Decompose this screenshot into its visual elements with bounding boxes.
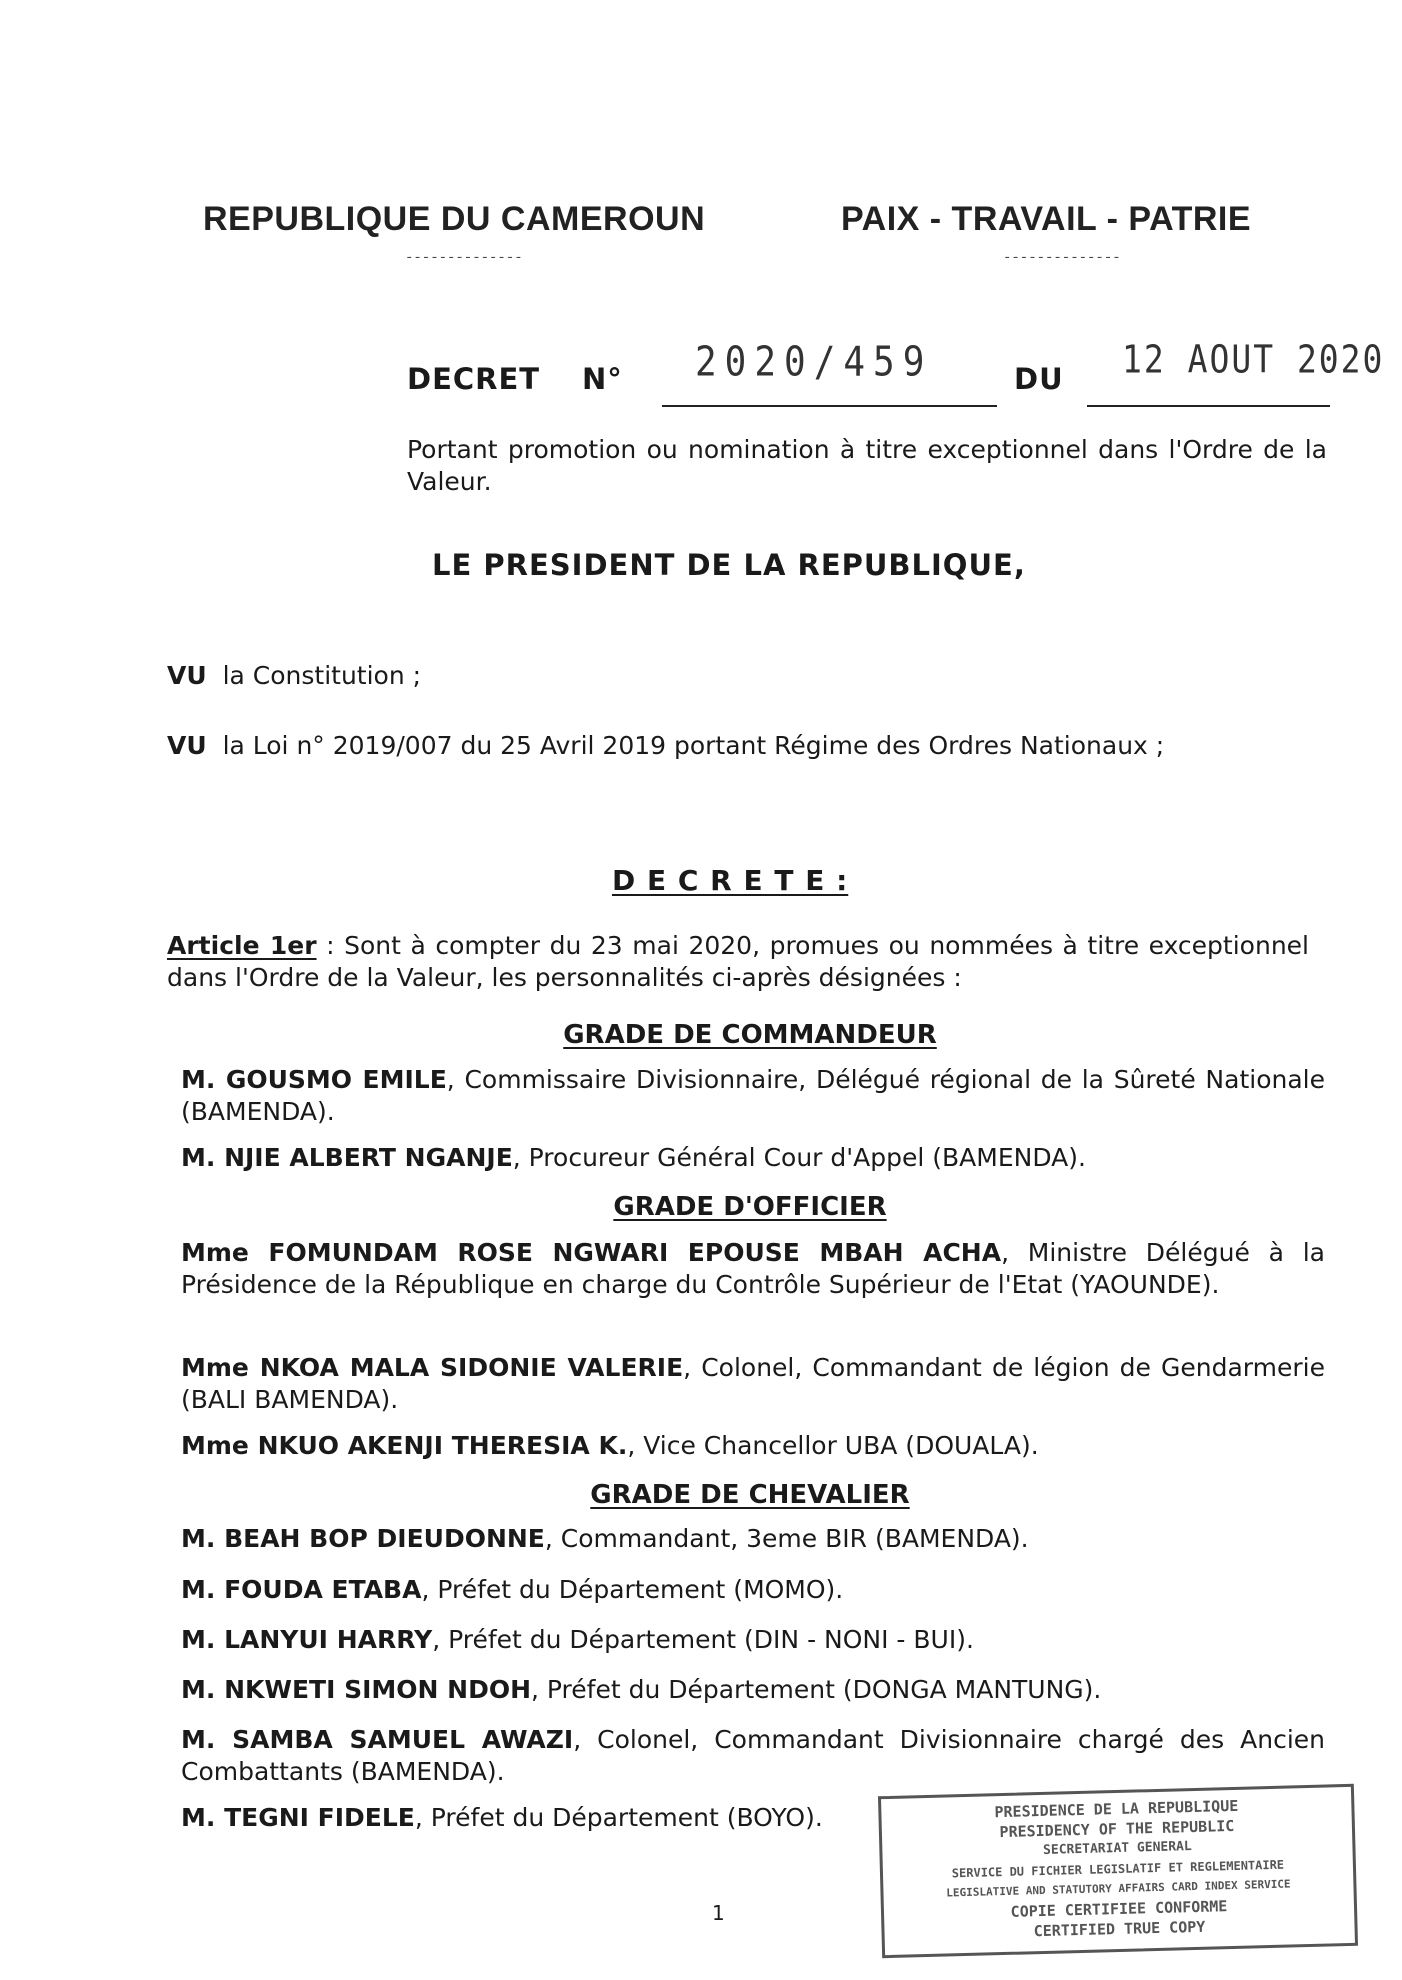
person-desc: , Commandant, 3eme BIR (BAMENDA). <box>544 1524 1029 1553</box>
decree-du-label: DU <box>1014 362 1064 396</box>
person-name: Mme FOMUNDAM ROSE NGWARI EPOUSE MBAH ACHA <box>181 1238 1002 1267</box>
person-entry <box>181 1352 1325 1416</box>
person-name: M. LANYUI HARRY <box>181 1625 433 1654</box>
person-name: M. TEGNI FIDELE <box>181 1803 415 1832</box>
person-desc: , Préfet du Département (DIN - NONI - BUI). <box>432 1625 974 1654</box>
stamp-line: SERVICE DU FICHIER LEGISLATIF ET REGLEMENTAIRE <box>951 1857 1285 1881</box>
decree-number: 2020/459 <box>695 338 933 387</box>
grade-commandeur-title: GRADE DE COMMANDEUR <box>563 1020 937 1050</box>
stamp-line: SECRETARIAT GENERAL <box>1042 1839 1192 1858</box>
page-number: 1 <box>712 1901 725 1925</box>
person-name: M. FOUDA ETABA <box>181 1575 422 1604</box>
person-desc: , Commissaire Divisionnaire, Délégué régional de la Sûreté Nationale (BAMENDA). <box>181 1065 1325 1126</box>
vu-text: la Loi n° 2019/007 du 25 Avril 2019 portant Régime des Ordres Nationaux ; <box>222 731 1165 760</box>
decree-date-rule <box>1087 405 1330 407</box>
grade-chevalier-title: GRADE DE CHEVALIER <box>590 1480 910 1510</box>
person-name: M. BEAH BOP DIEUDONNE <box>181 1524 545 1553</box>
decrete-heading: D E C R E T E : <box>612 864 849 897</box>
person-desc: , Préfet du Département (DONGA MANTUNG). <box>531 1675 1102 1704</box>
header-right-dash: -------------- <box>1003 250 1121 266</box>
vu-constitution <box>167 660 421 692</box>
president-title: LE PRESIDENT DE LA REPUBLIQUE, <box>432 548 1026 582</box>
person-name: M. NJIE ALBERT NGANJE <box>181 1143 513 1172</box>
person-name: Mme NKOA MALA SIDONIE VALERIE <box>181 1353 684 1382</box>
person-entry <box>181 1802 881 1834</box>
vu-loi <box>167 730 1164 762</box>
person-entry <box>181 1574 1325 1606</box>
person-entry <box>181 1523 1325 1555</box>
person-name: M. GOUSMO EMILE <box>181 1065 447 1094</box>
vu-label: VU <box>167 731 207 760</box>
stamp-line: PRESIDENCY OF THE REPUBLIC <box>999 1816 1235 1842</box>
article-text: : Sont à compter du 23 mai 2020, promues ou nommées à titre exceptionnel dans l'Ordre de la Valeur, les personnalités ci-après désignées : <box>167 931 1309 992</box>
grade-officier-title: GRADE D'OFFICIER <box>613 1192 887 1222</box>
decree-no-label: N° <box>582 362 623 396</box>
stamp-line: COPIE CERTIFIEE CONFORME <box>1010 1897 1228 1921</box>
person-entry <box>181 1430 1325 1462</box>
person-entry <box>181 1724 1325 1788</box>
person-entry <box>181 1142 1325 1174</box>
person-entry <box>181 1237 1325 1301</box>
vu-label: VU <box>167 661 207 690</box>
decree-subject: Portant promotion ou nomination à titre exceptionnel dans l'Ordre de la Valeur. <box>407 435 1327 496</box>
certified-copy-stamp <box>878 1784 1358 1958</box>
decree-label: DECRET <box>407 362 541 396</box>
article-1 <box>167 930 1309 994</box>
person-entry <box>181 1674 1325 1706</box>
person-desc: , Ministre Délégué à la Présidence de la République en charge du Contrôle Supérieur de l'Etat (YAOUNDE). <box>181 1238 1325 1299</box>
stamp-line: LEGISLATIVE AND STATUTORY AFFAIRS CARD INDEX SERVICE <box>946 1877 1291 1900</box>
vu-text: la Constitution ; <box>222 661 422 690</box>
person-desc: , Vice Chancellor UBA (DOUALA). <box>627 1431 1039 1460</box>
header-left: REPUBLIQUE DU CAMEROUN <box>203 200 706 238</box>
person-entry <box>181 1064 1325 1128</box>
stamp-line: CERTIFIED TRUE COPY <box>1033 1917 1206 1941</box>
header-left-dash: -------------- <box>405 250 523 266</box>
person-entry <box>181 1624 1325 1656</box>
person-desc: , Préfet du Département (BOYO). <box>414 1803 823 1832</box>
person-name: Mme NKUO AKENJI THERESIA K. <box>181 1431 628 1460</box>
decree-date: 12 AOUT 2020 <box>1122 337 1385 382</box>
stamp-line: PRESIDENCE DE LA REPUBLIQUE <box>994 1796 1239 1822</box>
article-label: Article 1er <box>167 931 317 960</box>
person-desc: , Préfet du Département (MOMO). <box>421 1575 844 1604</box>
person-desc: , Colonel, Commandant Divisionnaire chargé des Ancien Combattants (BAMENDA). <box>181 1725 1325 1786</box>
person-name: M. NKWETI SIMON NDOH <box>181 1675 531 1704</box>
person-desc: , Procureur Général Cour d'Appel (BAMENDA). <box>512 1143 1086 1172</box>
header-right: PAIX - TRAVAIL - PATRIE <box>841 200 1252 238</box>
person-name: M. SAMBA SAMUEL AWAZI <box>181 1725 574 1754</box>
decree-number-rule <box>662 405 997 407</box>
person-desc: , Colonel, Commandant de légion de Gendarmerie (BALI BAMENDA). <box>181 1353 1325 1414</box>
